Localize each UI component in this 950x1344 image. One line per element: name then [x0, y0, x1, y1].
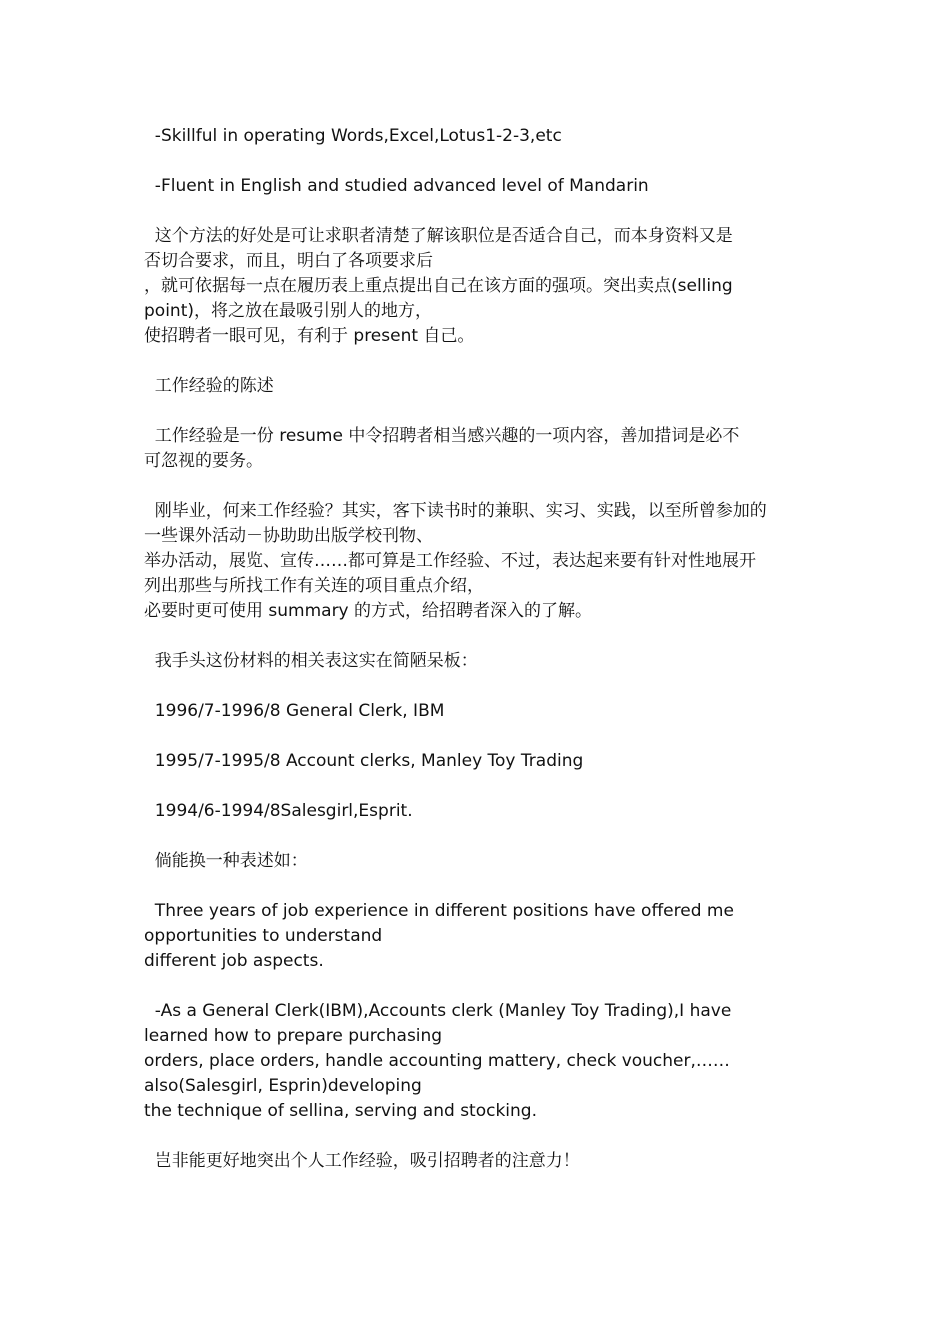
text-line: 岂非能更好地突出个人工作经验，吸引招聘者的注意力！ [144, 1151, 580, 1171]
paragraph [144, 124, 812, 149]
text-line: different job aspects. [144, 951, 324, 971]
paragraph [144, 174, 812, 199]
text-line: 举办活动，展览、宣传……都可算是工作经验、不过，表达起来要有针对性地展开 [144, 551, 756, 571]
paragraph [144, 749, 812, 774]
text-line: orders, place orders, handle accounting mattery, check voucher,…… [144, 1051, 730, 1071]
paragraph [144, 799, 812, 824]
text-line: 必要时更可使用 summary 的方式，给招聘者深入的了解。 [144, 601, 593, 621]
paragraph [144, 499, 812, 624]
text-line: opportunities to understand [144, 926, 383, 946]
paragraph [144, 899, 812, 974]
document-body [144, 124, 812, 1199]
paragraph [144, 649, 812, 674]
text-line: 1994/6-1994/8Salesgirl,Esprit. [144, 801, 413, 821]
text-line: 倘能换一种表述如： [144, 851, 308, 871]
text-line: 使招聘者一眼可见，有利于 present 自己。 [144, 326, 475, 346]
paragraph [144, 849, 812, 874]
text-line: the technique of sellina, serving and stocking. [144, 1101, 538, 1121]
paragraph [144, 424, 812, 474]
text-line: 这个方法的好处是可让求职者清楚了解该职位是否适合自己，而本身资料又是 [144, 226, 733, 246]
paragraph [144, 374, 812, 399]
paragraph [144, 699, 812, 724]
text-line: point)，将之放在最吸引别人的地方， [144, 301, 432, 321]
text-line: -As a General Clerk(IBM),Accounts clerk (Manley Toy Trading),I have [144, 1001, 732, 1021]
text-line: 否切合要求，而且，明白了各项要求后 [144, 251, 433, 271]
text-line: learned how to prepare purchasing [144, 1026, 443, 1046]
paragraph [144, 999, 812, 1124]
text-line: 1996/7-1996/8 General Clerk, IBM [144, 701, 445, 721]
text-line: -Skillful in operating Words,Excel,Lotus1-2-3,etc [144, 126, 562, 146]
text-line: ，就可依据每一点在履历表上重点提出自己在该方面的强项。突出卖点(selling [144, 276, 733, 296]
text-line: Three years of job experience in different positions have offered me [144, 901, 734, 921]
text-line: -Fluent in English and studied advanced level of Mandarin [144, 176, 649, 196]
text-line: 1995/7-1995/8 Account clerks, Manley Toy Trading [144, 751, 584, 771]
text-line: 我手头这份材料的相关表这实在简陋呆板： [144, 651, 478, 671]
text-line: 可忽视的要务。 [144, 451, 263, 471]
text-line: 刚毕业，何来工作经验？其实，客下读书时的兼职、实习、实践，以至所曾参加的 [144, 501, 767, 521]
text-line: also(Salesgirl, Esprin)developing [144, 1076, 422, 1096]
paragraph [144, 224, 812, 349]
paragraph [144, 1149, 812, 1174]
text-line: 一些课外活动－协助助出版学校刊物、 [144, 526, 433, 546]
text-line: 工作经验的陈述 [144, 376, 274, 396]
text-line: 列出那些与所找工作有关连的项目重点介绍， [144, 576, 484, 596]
text-line: 工作经验是一份 resume 中令招聘者相当感兴趣的一项内容，善加措词是必不 [144, 426, 740, 446]
